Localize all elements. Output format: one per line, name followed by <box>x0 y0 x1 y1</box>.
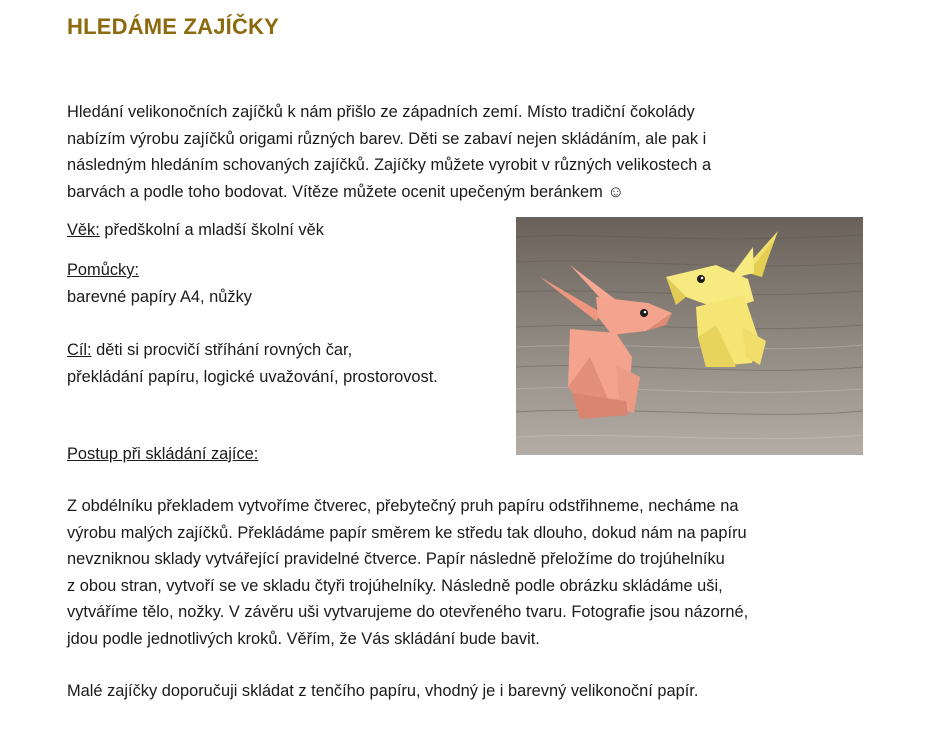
age-section <box>67 217 324 244</box>
origami-bunnies-photo <box>516 217 863 455</box>
age-value: předškolní a mladší školní věk <box>99 221 324 239</box>
procedure-line: z obou stran, vytvoří se ve skladu čtyři trojúhelníky. Následně podle obrázku skládáme uši, <box>67 576 723 595</box>
tools-section <box>67 257 252 310</box>
goal-label: Cíl: <box>67 341 92 359</box>
goal-value-line2: překládání papíru, logické uvažování, prostorovost. <box>67 367 438 386</box>
intro-line: následným hledáním schovaných zajíčků. Zajíčky můžete vyrobit v různých velikostech a <box>67 156 712 174</box>
procedure-heading: Postup při skládání zajíce: <box>67 445 259 463</box>
intro-line: Hledání velikonočních zajíčků k nám přišlo ze západních zemí. Místo tradiční čokolády <box>67 103 695 121</box>
procedure-line: jdou podle jednotlivých kroků. Věřím, že Vás skládání bude bavit. <box>67 629 540 648</box>
page-title: HLEDÁME ZAJÍČKY <box>67 14 280 39</box>
footer-note: Malé zajíčky doporučuji skládat z tenčího papíru, vhodný je i barevný velikonoční papír. <box>67 682 699 700</box>
goal-value-line1: děti si procvičí stříhání rovných čar, <box>91 341 353 359</box>
age-label: Věk: <box>67 221 100 239</box>
procedure-line: nevzniknou sklady vytvářející pravidelné čtverce. Papír následně přeložíme do trojúhelníku <box>67 550 725 568</box>
procedure-line: výrobu malých zajíčků. Překládáme papír směrem ke středu tak dlouho, dokud nám na papíru <box>67 523 747 542</box>
goal-section <box>67 337 438 390</box>
intro-line: nabízím výrobu zajíčků origami různých barev. Děti se zabaví nejen skládáním, ale pak i <box>67 129 707 148</box>
intro-line: barvách a podle toho bodovat. Vítěze můžete ocenit upečeným beránkem ☺ <box>67 182 625 201</box>
procedure-paragraph <box>67 493 823 652</box>
tools-value: barevné papíry A4, nůžky <box>67 287 252 306</box>
intro-paragraph <box>67 99 807 205</box>
procedure-line: Z obdélníku překladem vytvoříme čtverec, přebytečný pruh papíru odstřihneme, necháme na <box>67 497 739 515</box>
procedure-line: vytváříme tělo, nožky. V závěru uši vytvarujeme do otevřeného tvaru. Fotografie jsou názorné, <box>67 603 749 621</box>
tools-label: Pomůcky: <box>67 261 139 279</box>
